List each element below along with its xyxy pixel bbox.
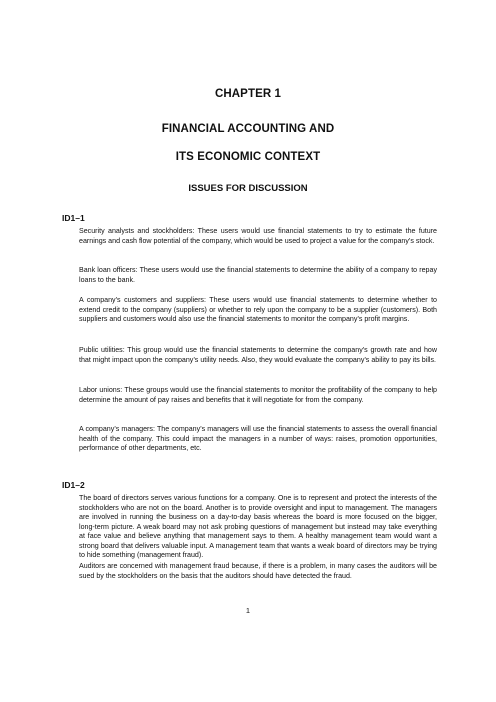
paragraph: Security analysts and stockholders: These users would use financial statements to try to estimate the future earnings and cash flow potential of the company, which would be used to project a value for the company’s stock. — [79, 227, 437, 245]
page-number: 1 — [245, 606, 251, 615]
chapter-number: CHAPTER 1 — [214, 88, 282, 100]
section-label-id1-1: ID1–1 — [62, 213, 85, 223]
paragraph: Labor unions: These groups would use the financial statements to monitor the profitability of the company to help determine the amount of pay raises and benefits that it will negotiate for from the company. — [79, 386, 437, 404]
paragraph: Public utilities: This group would use the financial statements to determine the company’s growth rate and how that might impact upon the company’s utility needs. Also, they would evaluate the company’s ability to pay its bills. — [79, 346, 437, 364]
paragraph: The board of directors serves various functions for a company. One is to represent and protect the interests of the stockholders who are not on the board. Another is to provide oversight and input to management. The managers are involved in running the business on a day-to-day basis whereas the board is more focused on the bigger, long-term picture. A weak board may not ask probing questions of management but instead may take everything at face value and believe anything that management says to them. A healthy management team would want a strong board that delivers valuable input. A management team that wants a weak board of directors may be trying to hide something (management fraud). — [79, 494, 437, 559]
chapter-title-line-1: FINANCIAL ACCOUNTING AND — [161, 123, 335, 135]
paragraph: Auditors are concerned with management fraud because, if there is a problem, in many cases the auditors will be sued by the stockholders on the basis that the auditors should have detected the fraud. — [79, 562, 437, 580]
section-subtitle: ISSUES FOR DISCUSSION — [188, 183, 308, 194]
paragraph: A company’s customers and suppliers: These users would use financial statements to determine whether to extend credit to the company (suppliers) or whether to rely upon the company to be a supplier (customers). Both suppliers and customers would also use the financial statements to monitor the company’s profit margins. — [79, 296, 437, 323]
paragraph: A company’s managers: The company’s managers will use the financial statements to assess the overall financial health of the company. This could impact the managers in a number of ways: raises, promotion opportunities, performance of other departments, etc. — [79, 425, 437, 452]
chapter-title-line-2: ITS ECONOMIC CONTEXT — [175, 151, 321, 163]
paragraph: Bank loan officers: These users would use the financial statements to determine the ability of a company to repay loans to the bank. — [79, 266, 437, 284]
section-label-id1-2: ID1–2 — [62, 480, 85, 490]
